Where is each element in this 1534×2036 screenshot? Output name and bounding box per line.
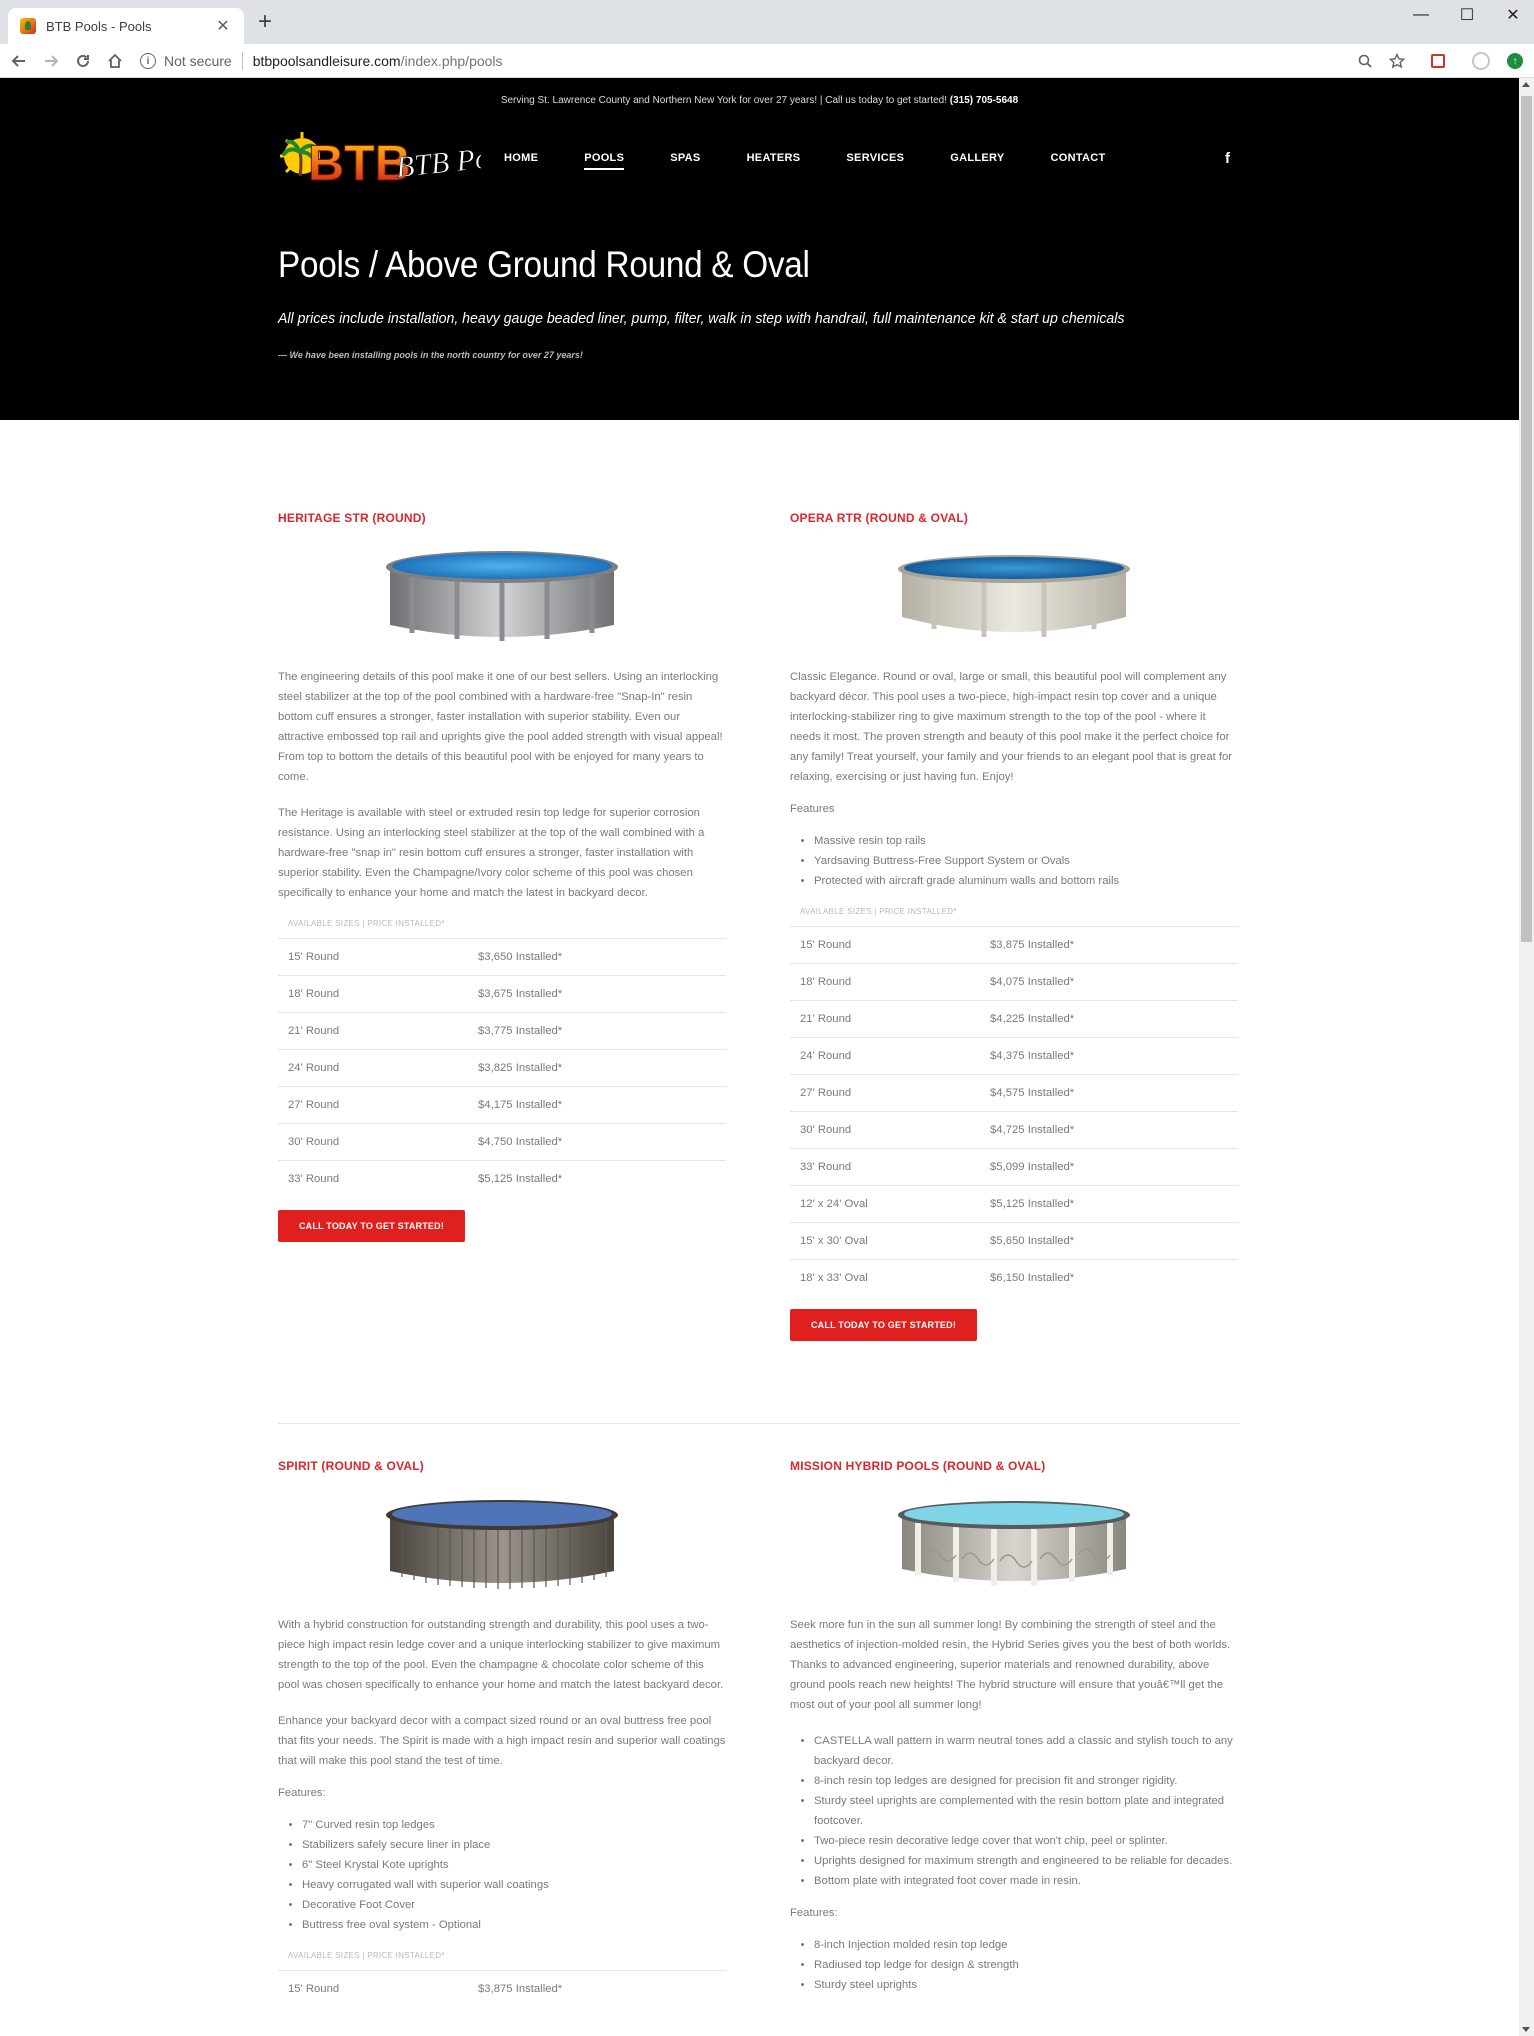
forward-arrow-icon[interactable] [38,48,64,74]
list-item: • 8-inch Injection molded resin top ledge [814,1935,1238,1955]
nav-pools[interactable]: POOLS [584,152,624,170]
price-cell: $3,775 Installed* [478,1013,726,1050]
svg-text:BTB: BTB [308,135,411,186]
browser-toolbar [0,44,1534,78]
size-cell: 30' Round [278,1124,478,1161]
product-heritage [278,511,726,1242]
scroll-up-icon[interactable] [1522,82,1530,87]
site-logo[interactable] [278,132,481,186]
tab-close-icon[interactable]: ✕ [216,18,230,35]
table-row [278,1161,726,1198]
product-description: Seek more fun in the sun all summer long! By combining the strength of steel and the aesthetics of injection-molded resin, the Hybrid Series gives you the best of both worlds. Thanks to advanced engineering, superior materials and renowned durability, above ground pools reach new heights! The hybrid structure will ensure that youâ€™ll get the most out of your pool all summer long! [790,1619,1231,1711]
price-cell: $4,750 Installed* [478,1124,726,1161]
price-table [278,938,726,1198]
back-arrow-icon[interactable] [6,48,32,74]
list-item: • 7" Curved resin top ledges [302,1815,726,1835]
features-label: Features: [790,1907,838,1919]
size-cell: 18' Round [790,964,990,1001]
size-cell: 27' Round [278,1087,478,1124]
list-item: • Buttress free oval system - Optional [302,1915,726,1935]
size-cell: 24' Round [278,1050,478,1087]
table-row [278,1971,726,2008]
table-row [278,1013,726,1050]
price-cell: $3,650 Installed* [478,939,726,976]
table-row [790,1001,1238,1038]
web-page [0,78,1519,2036]
not-secure-label: Not secure [164,53,232,69]
maximize-window-icon[interactable]: ☐ [1459,7,1475,24]
page-scrollbar[interactable] [1519,78,1534,2036]
top-info-bar [0,95,1519,106]
call-today-button[interactable]: CALL TODAY TO GET STARTED! [278,1210,465,1242]
list-item: • Yardsaving Buttress-Free Support System or Ovals [814,851,1238,871]
browser-chrome [0,0,1534,78]
features-list [790,831,1238,891]
size-cell: 21' Round [790,1001,990,1038]
price-table [278,1970,726,2008]
table-row [790,1075,1238,1112]
table-row [790,1223,1238,1260]
address-separator [242,52,243,70]
reload-icon[interactable] [70,48,96,74]
price-table [790,926,1238,1297]
nav-gallery[interactable]: GALLERY [950,152,1005,164]
size-cell: 15' Round [278,1971,478,2008]
size-cell: 15' Round [278,939,478,976]
price-cell: $4,375 Installed* [990,1038,1238,1075]
price-cell: $6,150 Installed* [990,1260,1238,1297]
new-tab-button[interactable]: + [258,8,273,35]
close-window-icon[interactable]: ✕ [1506,7,1520,24]
price-cell: $4,725 Installed* [990,1112,1238,1149]
nav-heaters[interactable]: HEATERS [746,152,801,164]
list-item: • Massive resin top rails [814,831,1238,851]
table-row [790,1112,1238,1149]
features-label: Features [790,803,835,815]
list-item: • Sturdy steel uprights [814,1975,1238,1995]
list-item: • Stabilizers safely secure liner in place [302,1835,726,1855]
price-cell: $3,675 Installed* [478,976,726,1013]
price-cell: $5,650 Installed* [990,1223,1238,1260]
size-cell: 18' Round [278,976,478,1013]
zoom-icon[interactable] [1352,48,1378,74]
size-cell: 30' Round [790,1112,990,1149]
browser-tab[interactable] [8,8,244,44]
table-row [278,939,726,976]
price-cell: $3,825 Installed* [478,1050,726,1087]
price-cell: $4,575 Installed* [990,1075,1238,1112]
price-table-header: AVAILABLE SIZES | PRICE INSTALLED* [288,919,445,928]
scroll-thumb[interactable] [1521,96,1532,942]
opera-pool-image [894,547,1134,647]
list-item: • Two-piece resin decorative ledge cover that won't chip, peel or splinter. [814,1831,1238,1851]
spirit-pool-image [382,1495,622,1595]
list-item: • Heavy corrugated wall with superior wall coatings [302,1875,726,1895]
price-table-header: AVAILABLE SIZES | PRICE INSTALLED* [800,907,957,916]
page-title: Pools / Above Ground Round & Oval [278,244,810,285]
heritage-pool-image [382,547,622,647]
scroll-down-icon[interactable] [1522,2027,1530,2032]
product-description-2: Enhance your backyard decor with a compact sized round or an oval buttress free pool that fits your needs. The Spirit is made with a high impact resin and superior wall coatings that will make this pool stand the test of time. [278,1715,726,1767]
mission-pool-image [894,1495,1134,1595]
hero-header [0,78,1519,420]
list-item: • 6" Steel Krystal Kote uprights [302,1855,726,1875]
address-bar[interactable] [140,48,1396,74]
list-item: • Bottom plate with integrated foot cover made in resin. [814,1871,1238,1891]
url-host: btbpoolsandleisure.com [252,53,401,69]
extension-red-icon[interactable] [1425,48,1451,74]
product-description: The engineering details of this pool make it one of our best sellers. Using an interlocking steel stabilizer at the top of the pool combined with a hardware-free "Snap-In" resin bottom cuff ensures a stronger, faster installation with superior stability. Even our attractive embossed top rail and uprights give the pool added strength with visual appeal! From top to bottom the details of this beautiful pool with be enjoyed for many years to come. [278,671,723,783]
product-title: HERITAGE STR (ROUND) [278,511,426,525]
price-cell: $3,875 Installed* [478,1971,726,2008]
home-icon[interactable] [102,48,128,74]
table-row [790,1038,1238,1075]
list-item: • Sturdy steel uprights are complemented with the resin bottom plate and integrated footcover. [814,1791,1238,1831]
call-today-button[interactable]: CALL TODAY TO GET STARTED! [790,1309,977,1341]
nav-contact[interactable]: CONTACT [1050,152,1106,164]
table-row [790,1186,1238,1223]
table-row [278,1087,726,1124]
table-row [790,1149,1238,1186]
tab-title: BTB Pools - Pools [46,18,152,34]
price-cell: $3,875 Installed* [990,927,1238,964]
list-item: • Radiused top ledge for design & strength [814,1955,1238,1975]
product-title: MISSION HYBRID POOLS (ROUND & OVAL) [790,1459,1046,1473]
list-item: • Uprights designed for maximum strength and engineered to be reliable for decades. [814,1851,1238,1871]
product-opera [790,511,1238,1341]
page-quote: — We have been installing pools in the north country for over 27 years! [278,350,583,360]
size-cell: 21' Round [278,1013,478,1050]
list-item: • 8-inch resin top ledges are designed for precision fit and stronger rigidity. [814,1771,1238,1791]
product-description-2: The Heritage is available with steel or extruded resin top ledge for superior corrosion resistance. Using an interlocking steel stabilizer at the top of the wall combined with a hardware-free "snap in" resin bottom cuff ensures a stronger, faster installation with superior stability. Even the Champagne/Ivory color scheme of this pool was chosen specifically to enhance your home and match the latest in backyard decor. [278,807,705,899]
size-cell: 27' Round [790,1075,990,1112]
price-cell: $5,099 Installed* [990,1149,1238,1186]
price-table-header: AVAILABLE SIZES | PRICE INSTALLED* [288,1951,445,1960]
size-cell: 15' Round [790,927,990,964]
product-title: OPERA RTR (ROUND & OVAL) [790,511,969,525]
table-row [790,927,1238,964]
price-cell: $4,225 Installed* [990,1001,1238,1038]
nav-spas[interactable]: SPAS [670,152,701,164]
list-item: • CASTELLA wall pattern in warm neutral tones add a classic and stylish touch to any backyard decor. [814,1731,1238,1771]
table-row [790,964,1238,1001]
table-row [278,1124,726,1161]
features-label: Features: [278,1787,326,1799]
list-item: • Protected with aircraft grade aluminum walls and bottom rails [814,871,1238,891]
price-cell: $4,175 Installed* [478,1087,726,1124]
topbar-text: Serving St. Lawrence County and Northern New York for over 27 years! | Call us today to get started! [500,95,947,106]
product-mission [790,1459,1238,2011]
size-cell: 33' Round [790,1149,990,1186]
topbar-phone[interactable]: (315) 705-5648 [949,95,1019,106]
info-icon[interactable]: i [140,53,156,69]
size-cell: 33' Round [278,1161,478,1198]
main-nav [504,152,1152,170]
nav-home[interactable]: HOME [504,152,539,164]
price-cell: $4,075 Installed* [990,964,1238,1001]
product-spirit [278,1459,726,2008]
product-description: Classic Elegance. Round or oval, large or small, this beautiful pool will complement any backyard décor. This pool uses a two-piece, high-impact resin top cover and a unique interlocking-stabilizer ring to give maximum strength to the top of the pool - where it needs it most. The proven strength and beauty of this pool make it the perfect choice for any family! Treat yourself, your family and your friends to an elegant pool that is great for relaxing, exercising or just having fun. Enjoy! [790,671,1233,783]
size-cell: 24' Round [790,1038,990,1075]
nav-services[interactable]: SERVICES [846,152,905,164]
facebook-icon[interactable]: f [1225,150,1230,167]
table-row [278,1050,726,1087]
list-item: • Decorative Foot Cover [302,1895,726,1915]
product-title: SPIRIT (ROUND & OVAL) [278,1459,424,1473]
minimize-window-icon[interactable]: — [1413,6,1429,23]
page-subtitle: All prices include installation, heavy gauge beaded liner, pump, filter, walk in step with handrail, full maintenance kit & start up chemicals [278,310,1125,327]
features-list [790,1935,1238,1995]
price-cell: $5,125 Installed* [478,1161,726,1198]
bookmark-star-icon[interactable] [1384,48,1410,74]
update-available-icon[interactable]: ↑ [1502,48,1528,74]
size-cell: 18' x 33' Oval [790,1260,990,1297]
table-row [278,976,726,1013]
logo-text: BTB Pools [394,137,481,185]
size-cell: 15' x 30' Oval [790,1223,990,1260]
size-cell: 12' x 24' Oval [790,1186,990,1223]
site-favicon-icon [20,18,36,34]
tab-strip [0,0,1534,44]
table-row [790,1260,1238,1297]
price-cell: $5,125 Installed* [990,1186,1238,1223]
bullet-list [790,1731,1238,1891]
features-list [278,1815,726,1935]
profile-avatar-icon[interactable] [1468,48,1494,74]
section-divider [278,1423,1240,1424]
url-path: /index.php/pools [400,53,503,69]
product-description: With a hybrid construction for outstanding strength and durability, this pool uses a two-piece high impact resin ledge cover and a unique interlocking stabilizer to give maximum strength to the top of the pool. Even the champagne & chocolate color scheme of this pool was chosen specifically to enhance your home and match the latest backyard decor. [278,1619,724,1691]
